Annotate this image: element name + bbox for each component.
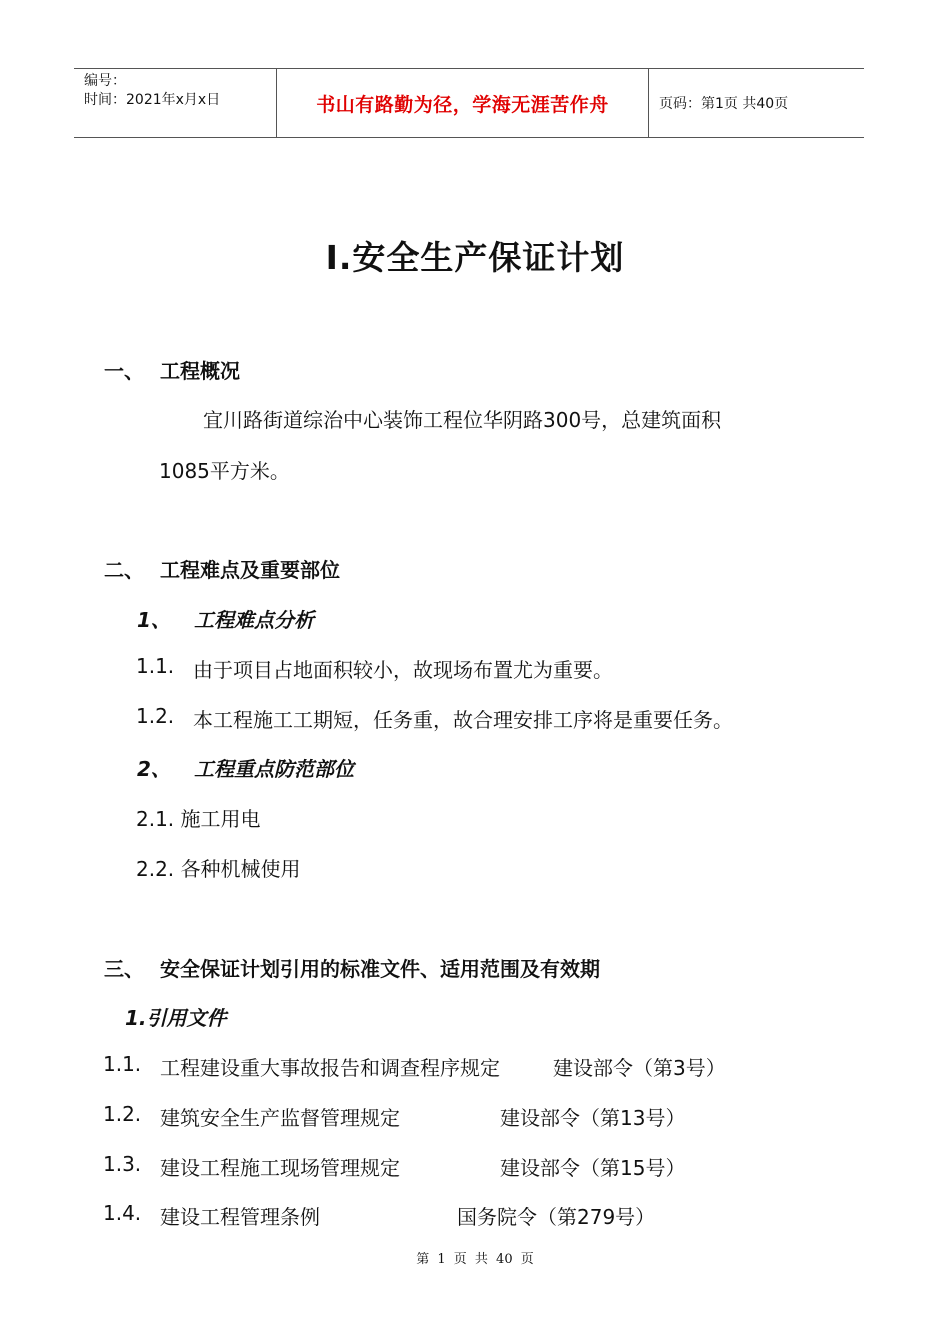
header-time-label: 时间：2021年x月x日 <box>84 92 221 108</box>
reference-title: 工程建设重大事故报告和调查程序规定 <box>160 1056 500 1080</box>
reference-title: 建设工程施工现场管理规定 <box>160 1156 400 1180</box>
reference-number: 1.3. <box>103 1152 142 1176</box>
reference-number: 1.2. <box>103 1102 142 1126</box>
page-title: I.安全生产保证计划 <box>325 238 625 277</box>
header-number-label: 编号： <box>84 73 126 89</box>
list-item: 2.1. 施工用电 <box>136 807 261 831</box>
section-1-paragraph-line-1: 宜川路街道综治中心装饰工程位华阴路300号，总建筑面积 <box>203 408 722 432</box>
subsection-2-1-number: 1、 <box>137 608 171 632</box>
reference-issuer: 建设部令（第13号） <box>500 1106 686 1130</box>
list-item-number: 1.1. <box>136 654 175 678</box>
subsection-2-2-number: 2、 <box>137 757 171 781</box>
section-1-paragraph-line-2: 1085平方米。 <box>159 459 290 483</box>
list-item-text: 本工程施工工期短，任务重，故合理安排工序将是重要任务。 <box>193 708 733 732</box>
list-item-number: 1.2. <box>136 704 175 728</box>
reference-issuer: 建设部令（第15号） <box>500 1156 686 1180</box>
subsection-3-1-heading: 1.引用文件 <box>125 1006 227 1030</box>
reference-title: 建筑安全生产监督管理规定 <box>160 1106 400 1130</box>
reference-issuer: 国务院令（第279号） <box>457 1205 656 1229</box>
section-1-number: 一、 <box>104 359 144 383</box>
section-1-title: 工程概况 <box>160 359 240 383</box>
list-item: 2.2. 各种机械使用 <box>136 857 301 881</box>
header-motto: 书山有路勤为径，学海无涯苦作舟 <box>276 69 649 137</box>
list-item-text: 由于项目占地面积较小，故现场布置尤为重要。 <box>193 658 613 682</box>
subsection-2-1-title: 工程难点分析 <box>194 608 314 632</box>
section-3-number: 三、 <box>104 957 144 981</box>
reference-number: 1.4. <box>103 1201 142 1225</box>
document-header <box>74 68 864 138</box>
page-footer: 第 1 页 共 40 页 <box>416 1252 534 1267</box>
section-3-title: 安全保证计划引用的标准文件、适用范围及有效期 <box>160 957 600 981</box>
section-2-number: 二、 <box>104 558 144 582</box>
subsection-2-2-title: 工程重点防范部位 <box>194 757 354 781</box>
reference-number: 1.1. <box>103 1052 142 1076</box>
reference-issuer: 建设部令（第3号） <box>553 1056 726 1080</box>
header-info <box>74 69 276 137</box>
header-page-label: 页码：第1页 共40页 <box>659 96 789 112</box>
section-2-title: 工程难点及重要部位 <box>160 558 340 582</box>
reference-title: 建设工程管理条例 <box>160 1205 320 1229</box>
